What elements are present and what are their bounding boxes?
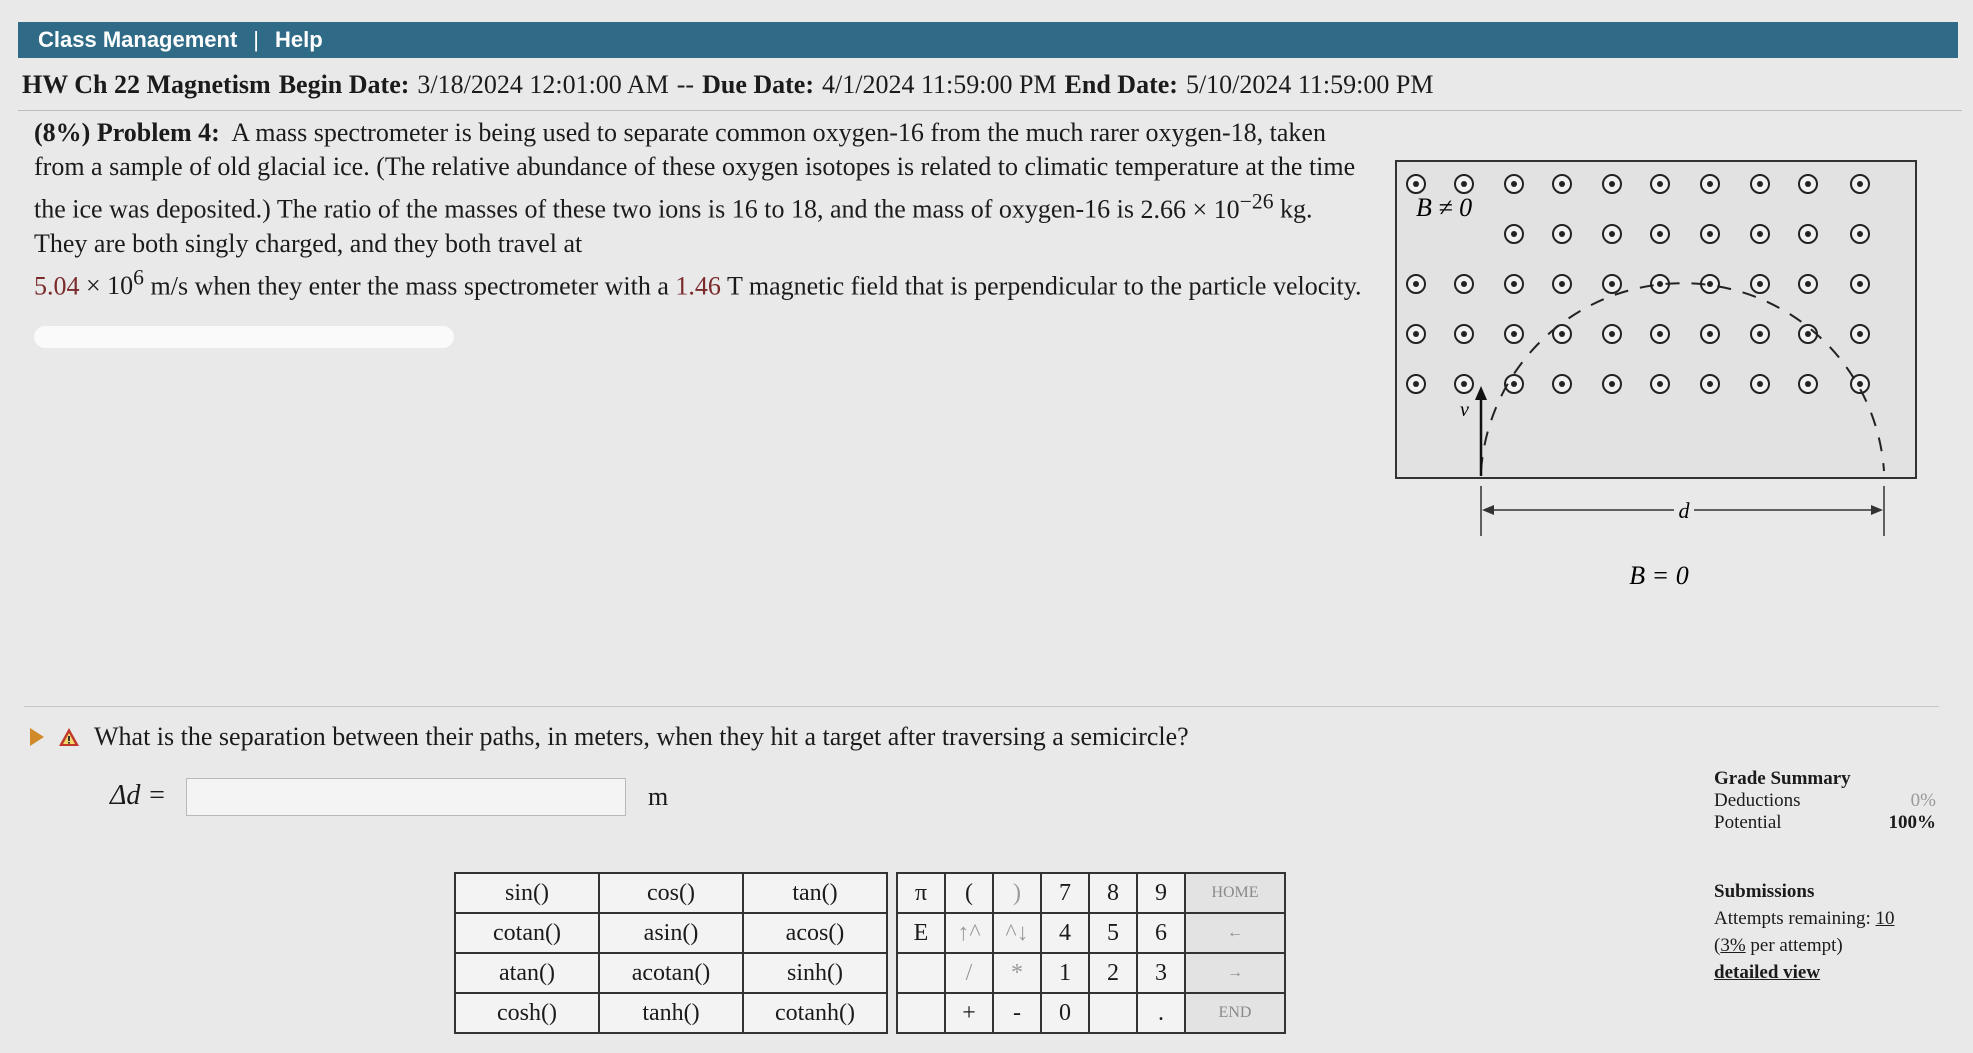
class-management-link[interactable]: Class Management xyxy=(38,27,238,52)
attempts-value[interactable]: 10 xyxy=(1875,908,1895,929)
calc-digit-4[interactable]: 4 xyxy=(1041,913,1089,953)
calc-plus-button[interactable]: + xyxy=(945,993,993,1033)
calc-sin-button[interactable]: sin() xyxy=(455,873,599,913)
d-arrow-left xyxy=(1482,505,1494,515)
mass-value: $2.66 \times 10^{-26}$ xyxy=(1140,189,1274,224)
field-dot-center xyxy=(1805,331,1811,337)
field-region xyxy=(1396,161,1916,478)
assignment-header xyxy=(18,60,1962,111)
field-dot-center xyxy=(1657,231,1663,237)
calc-open-paren-button[interactable]: ( xyxy=(945,873,993,913)
detailed-view-link[interactable]: detailed view xyxy=(1714,962,1821,983)
field-dot-center xyxy=(1805,181,1811,187)
calc-digit-1[interactable]: 1 xyxy=(1041,953,1089,993)
calc-minus-button[interactable]: - xyxy=(993,993,1041,1033)
attempts-row xyxy=(1714,905,1954,932)
field-dot-center xyxy=(1857,281,1863,287)
calc-gap xyxy=(887,953,897,993)
calc-forward-button[interactable]: → xyxy=(1185,953,1285,993)
end-date-value: 5/10/2024 11:59:00 PM xyxy=(1185,70,1434,99)
submissions-title: Submissions xyxy=(1714,881,1815,902)
calc-end-button[interactable]: END xyxy=(1185,993,1285,1033)
field-dot-center xyxy=(1757,181,1763,187)
field-dot-center xyxy=(1461,181,1467,187)
field-dot-center xyxy=(1757,231,1763,237)
problem-label: Problem 4: xyxy=(96,118,220,147)
calc-pi-button[interactable]: π xyxy=(897,873,945,913)
field-dot-center xyxy=(1707,281,1713,287)
calc-digit-0[interactable]: 0 xyxy=(1041,993,1089,1033)
field-dot-center xyxy=(1559,181,1565,187)
answer-label: Δd = xyxy=(110,780,167,811)
field-dot-center xyxy=(1559,331,1565,337)
d-label: d xyxy=(1678,498,1690,523)
field-dot-center xyxy=(1657,281,1663,287)
field-dot-center xyxy=(1657,381,1663,387)
attempts-label: Attempts remaining: xyxy=(1714,908,1871,929)
calc-sinh-button[interactable]: sinh() xyxy=(743,953,887,993)
calc-exp-button[interactable]: E xyxy=(897,913,945,953)
speed-power: × $10^6$ xyxy=(86,265,144,301)
field-dot-center xyxy=(1413,331,1419,337)
problem-panel xyxy=(24,116,1939,707)
calc-digit-9[interactable]: 9 xyxy=(1137,873,1185,913)
field-dot-center xyxy=(1707,381,1713,387)
deductions-label: Deductions xyxy=(1714,790,1801,811)
field-dot-center xyxy=(1413,381,1419,387)
per-attempt-pct[interactable]: 3% xyxy=(1720,935,1746,956)
calc-blank-key[interactable] xyxy=(897,993,945,1033)
calc-power-up-button[interactable]: ↑^ xyxy=(945,913,993,953)
due-date-value: 4/1/2024 11:59:00 PM xyxy=(822,70,1057,99)
calc-cosh-button[interactable]: cosh() xyxy=(455,993,599,1033)
date-separator: -- xyxy=(676,70,695,99)
field-dot-center xyxy=(1511,281,1517,287)
calc-close-paren-button[interactable]: ) xyxy=(993,873,1041,913)
warning-icon xyxy=(58,726,80,748)
speed-mantissa: 5.04 xyxy=(34,271,80,301)
calc-decimal-button[interactable]: . xyxy=(1137,993,1185,1033)
begin-date-label: Begin Date: xyxy=(278,70,410,99)
calc-divide-button[interactable]: / xyxy=(945,953,993,993)
field-dot-center xyxy=(1609,331,1615,337)
problem-text-3: m/s when they enter the mass spectrometer with a xyxy=(150,271,669,301)
field-dot-center xyxy=(1757,381,1763,387)
field-dot-center xyxy=(1461,381,1467,387)
field-dot-center xyxy=(1805,381,1811,387)
calc-multiply-button[interactable]: * xyxy=(993,953,1041,993)
field-value: 1.46 xyxy=(675,271,721,301)
calc-digit-2[interactable]: 2 xyxy=(1089,953,1137,993)
d-arrow-right xyxy=(1871,505,1883,515)
calc-tan-button[interactable]: tan() xyxy=(743,873,887,913)
calc-digit-6[interactable]: 6 xyxy=(1137,913,1185,953)
field-dot-center xyxy=(1609,231,1615,237)
per-attempt-row: (3% per attempt) xyxy=(1714,935,1843,956)
field-dot-center xyxy=(1757,331,1763,337)
field-dot-center xyxy=(1511,381,1517,387)
field-dot-center xyxy=(1857,181,1863,187)
top-menu-bar xyxy=(18,22,1958,58)
unit-label: m xyxy=(648,782,669,811)
b-zero-label: B = 0 xyxy=(1629,561,1689,590)
field-dot-center xyxy=(1461,281,1467,287)
field-dot-center xyxy=(1413,281,1419,287)
question-row xyxy=(30,722,1189,752)
field-dot-center xyxy=(1511,181,1517,187)
field-dot-center xyxy=(1857,331,1863,337)
field-dot-center xyxy=(1559,231,1565,237)
grade-summary xyxy=(1714,768,1936,834)
field-dot-center xyxy=(1609,181,1615,187)
field-dot-center xyxy=(1707,231,1713,237)
problem-weight: (8%) xyxy=(34,118,91,147)
calc-acotan-button[interactable]: acotan() xyxy=(599,953,743,993)
field-dot-center xyxy=(1559,281,1565,287)
field-dot-center xyxy=(1805,281,1811,287)
question-text: What is the separation between their paths, in meters, when they hit a target after traversing a semicircle? xyxy=(94,722,1189,751)
potential-value: 100% xyxy=(1888,812,1936,833)
field-dot-center xyxy=(1609,281,1615,287)
answer-input[interactable] xyxy=(186,778,626,816)
calc-digit-8[interactable]: 8 xyxy=(1089,873,1137,913)
calc-backspace-button[interactable]: ← xyxy=(1185,913,1285,953)
mass-spectrometer-figure xyxy=(1364,116,1934,596)
calc-digit-3[interactable]: 3 xyxy=(1137,953,1185,993)
calc-atan-button[interactable]: atan() xyxy=(455,953,599,993)
field-dot-center xyxy=(1511,331,1517,337)
assignment-name: HW Ch 22 Magnetism xyxy=(22,70,271,99)
calc-gap xyxy=(887,993,897,1033)
calc-acos-button[interactable]: acos() xyxy=(743,913,887,953)
begin-date-value: 3/18/2024 12:01:00 AM xyxy=(417,70,669,99)
menu-separator: | xyxy=(253,27,260,52)
due-date-label: Due Date: xyxy=(702,70,815,99)
submissions-panel xyxy=(1714,878,1954,986)
calc-gap xyxy=(887,873,897,913)
calc-asin-button[interactable]: asin() xyxy=(599,913,743,953)
calc-digit-5[interactable]: 5 xyxy=(1089,913,1137,953)
b-nonzero-label: B ≠ 0 xyxy=(1416,193,1473,222)
field-dot-center xyxy=(1461,331,1467,337)
calc-home-button[interactable]: HOME xyxy=(1185,873,1285,913)
field-dot-center xyxy=(1657,181,1663,187)
field-dot-center xyxy=(1657,331,1663,337)
calc-blank-key[interactable] xyxy=(1089,993,1137,1033)
per-attempt-text: per attempt) xyxy=(1750,935,1843,956)
calc-power-down-button[interactable]: ^↓ xyxy=(993,913,1041,953)
calc-blank-key[interactable] xyxy=(897,953,945,993)
calc-tanh-button[interactable]: tanh() xyxy=(599,993,743,1033)
field-dot-center xyxy=(1857,231,1863,237)
play-icon[interactable] xyxy=(30,728,44,746)
field-dot-center xyxy=(1857,381,1863,387)
calc-cotan-button[interactable]: cotan() xyxy=(455,913,599,953)
deductions-row xyxy=(1714,790,1936,812)
grade-summary-title: Grade Summary xyxy=(1714,768,1851,789)
calculator-keypad xyxy=(454,872,1286,1034)
field-dot-center xyxy=(1511,231,1517,237)
field-dot-center xyxy=(1805,231,1811,237)
deductions-value: 0% xyxy=(1910,790,1936,811)
problem-statement xyxy=(34,116,1364,303)
calc-cos-button[interactable]: cos() xyxy=(599,873,743,913)
end-date-label: End Date: xyxy=(1064,70,1178,99)
field-dot-center xyxy=(1559,381,1565,387)
velocity-label: v xyxy=(1460,399,1469,421)
calc-gap xyxy=(887,913,897,953)
problem-text-1: A mass spectrometer is being used to separate common oxygen-16 from the much rarer oxygen-18, taken from a sample of old glacial ice. (The relative abundance of these oxygen isotopes is related to climatic temperature at the time the ice was deposited.) The ratio of the masses of these two ions is 16 to 18, and the mass of oxygen-16 is xyxy=(34,118,1356,224)
redaction-bar xyxy=(34,326,454,348)
field-dot-center xyxy=(1609,381,1615,387)
potential-row xyxy=(1714,812,1936,834)
calc-digit-7[interactable]: 7 xyxy=(1041,873,1089,913)
field-dot-center xyxy=(1707,181,1713,187)
field-dot-center xyxy=(1413,181,1419,187)
problem-text-2: kg. They are both singly charged, and they both travel at xyxy=(34,194,1313,258)
potential-label: Potential xyxy=(1714,812,1782,833)
calc-cotanh-button[interactable]: cotanh() xyxy=(743,993,887,1033)
problem-text-4: T magnetic field that is perpendicular to the particle velocity. xyxy=(726,271,1362,301)
field-dot-center xyxy=(1757,281,1763,287)
field-dot-center xyxy=(1707,331,1713,337)
help-link[interactable]: Help xyxy=(275,27,323,52)
